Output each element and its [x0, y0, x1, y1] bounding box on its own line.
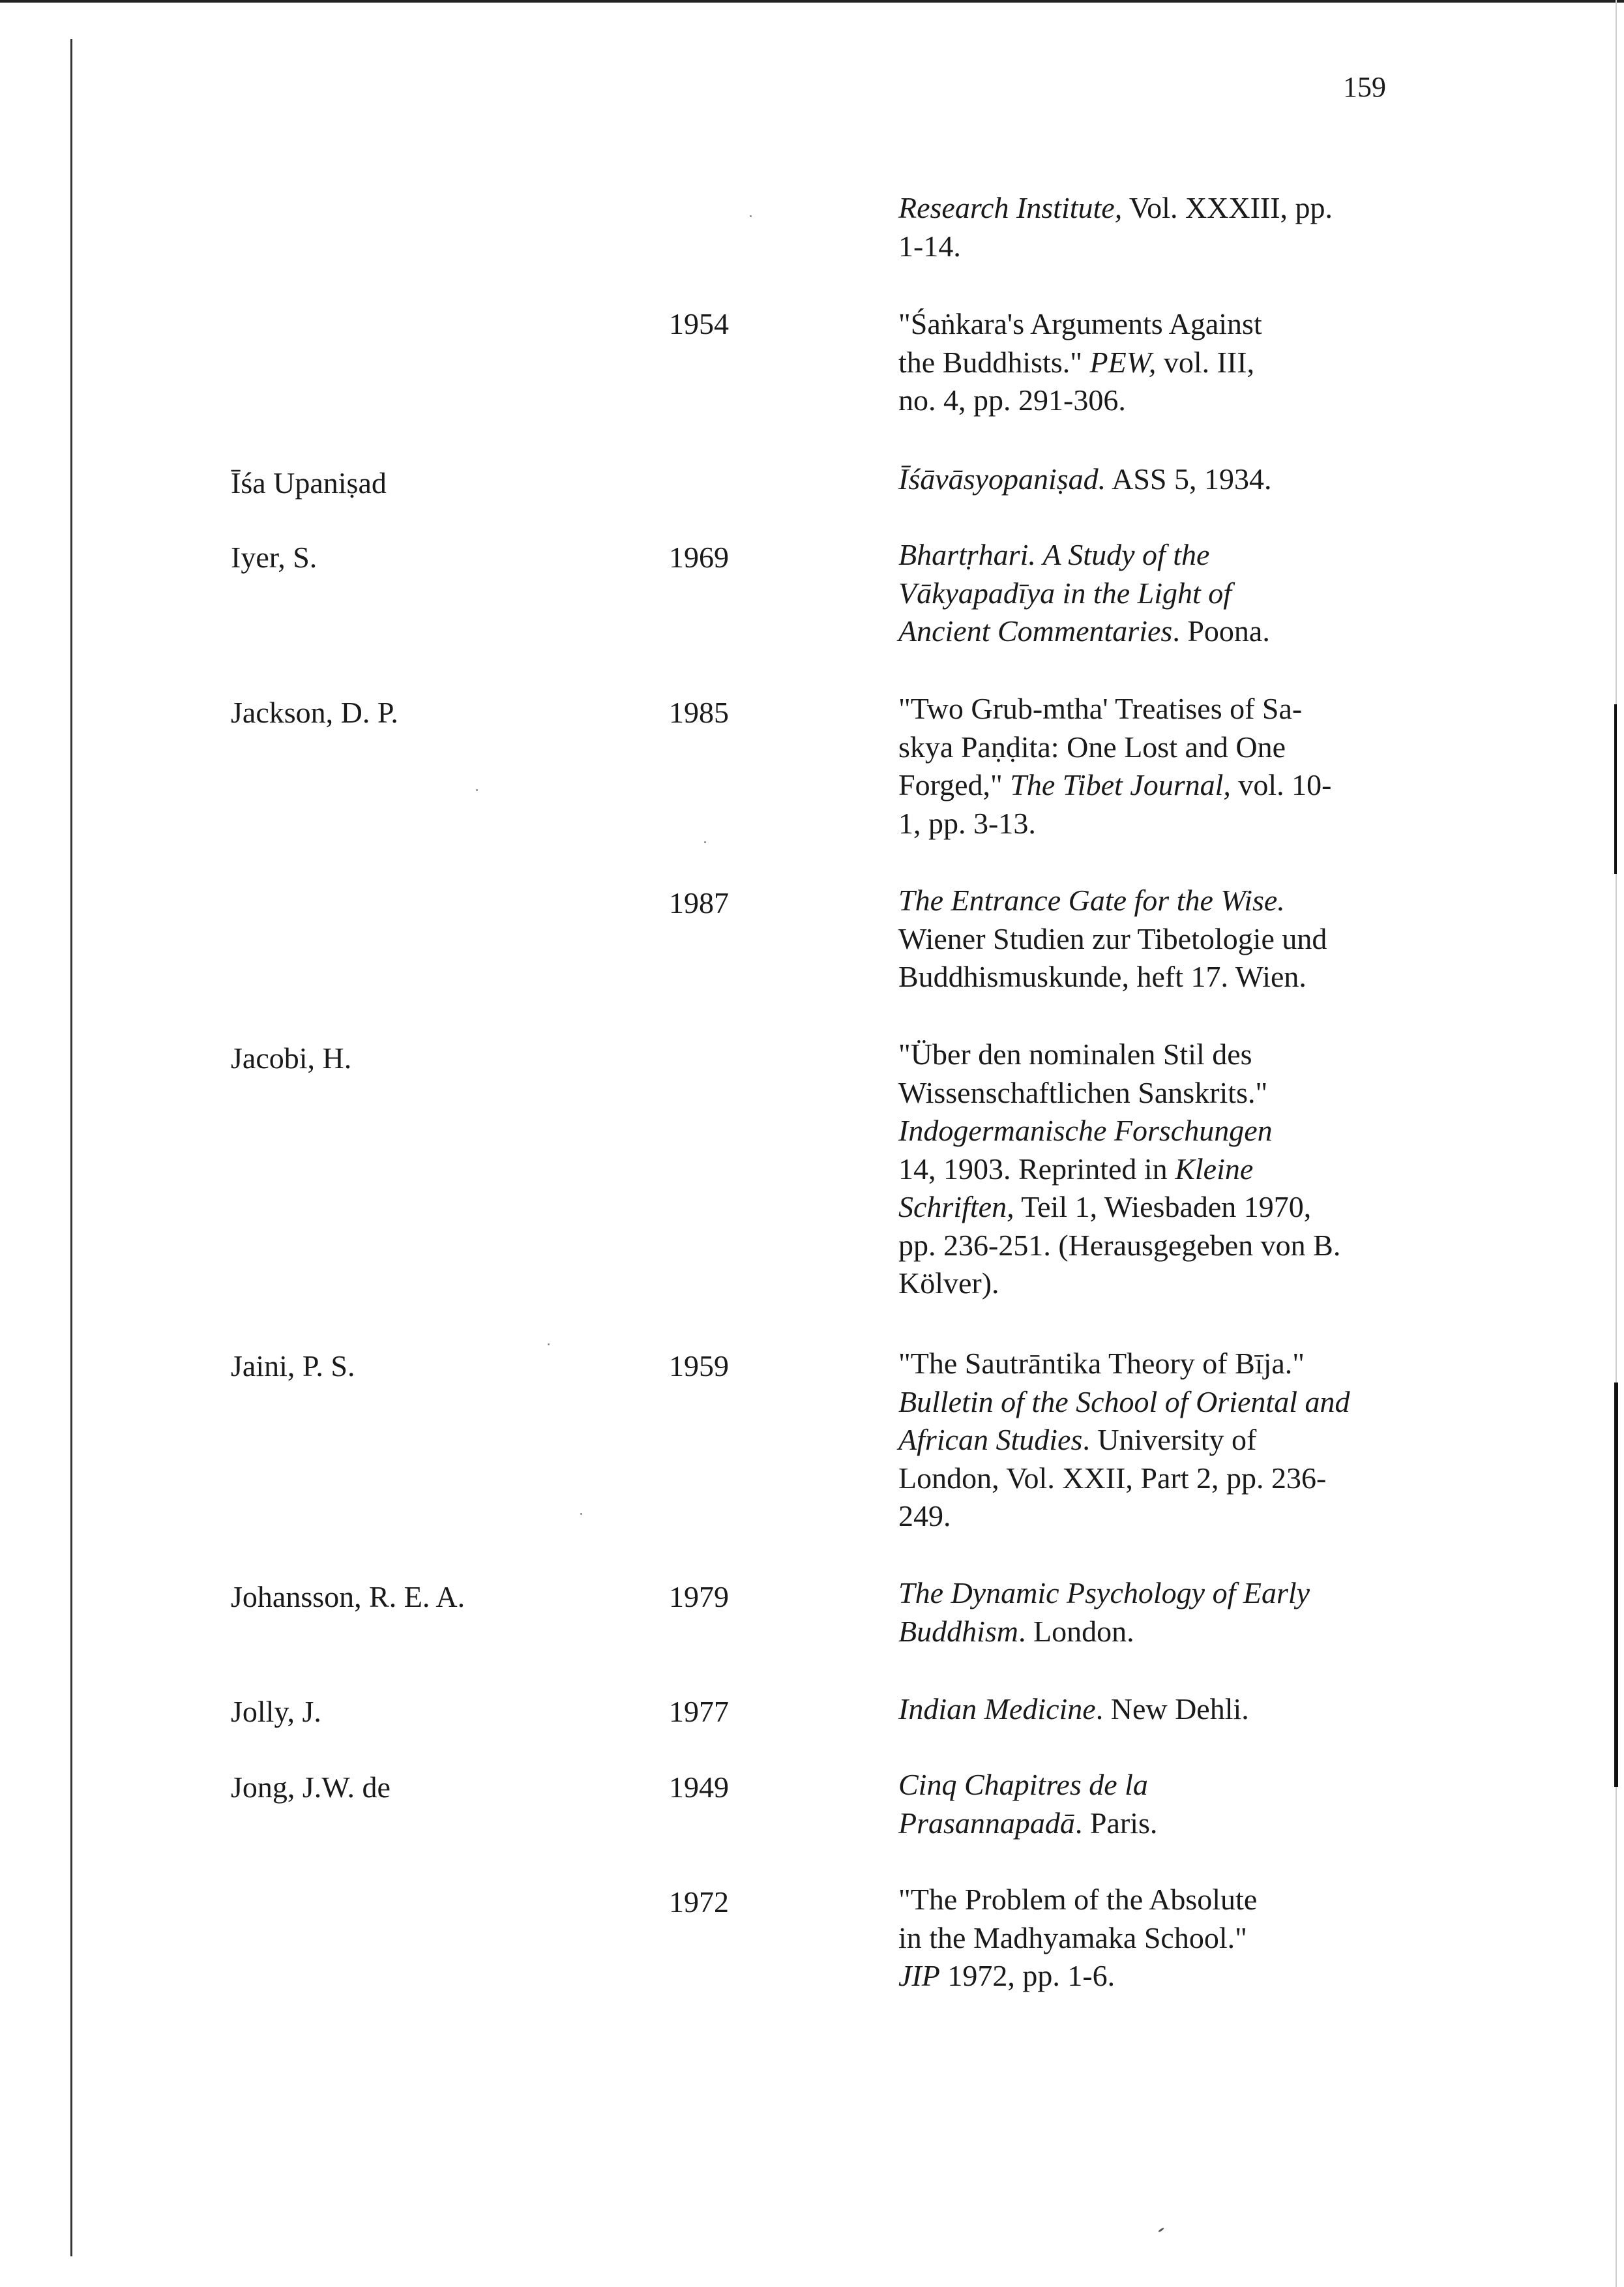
- reference-text: Wiener Studien zur Tibetologie und: [898, 921, 1327, 955]
- entry-reference: [898, 460, 1420, 499]
- reference-text: ASS 5, 1934.: [1106, 462, 1272, 496]
- entry-year: 1954: [669, 307, 729, 340]
- reference-text: the Buddhists.": [898, 345, 1090, 379]
- reference-line: [898, 1613, 1420, 1651]
- entry-year: 1985: [669, 696, 729, 729]
- reference-text: Wissenschaftlichen Sanskrits.": [898, 1075, 1268, 1109]
- reference-text: in the Madhyamaka School.": [898, 1921, 1247, 1954]
- reference-line: [898, 1036, 1420, 1074]
- reference-line: [898, 228, 1420, 266]
- reference-text: 1972, pp. 1-6.: [939, 1959, 1115, 1992]
- scan-speck: [580, 1513, 582, 1515]
- reference-italic-text: PEW,: [1089, 345, 1157, 379]
- reference-italic-text: JIP: [898, 1959, 940, 1992]
- entry-reference: [898, 1574, 1420, 1651]
- reference-text: Vol. XXXIII, pp.: [1122, 191, 1333, 224]
- entry-year: 1972: [669, 1885, 729, 1919]
- reference-line: [898, 536, 1420, 575]
- reference-italic-text: Kleine: [1175, 1152, 1254, 1186]
- reference-line: [898, 612, 1420, 651]
- reference-italic-text: Cinq Chapitres de la: [898, 1768, 1148, 1801]
- reference-text: 1, pp. 3-13.: [898, 806, 1036, 840]
- entry-reference: [898, 882, 1420, 996]
- reference-text: vol. 10-: [1230, 768, 1332, 801]
- entry-author: Jaini, P. S.: [231, 1349, 355, 1383]
- entry-reference: [898, 1345, 1420, 1536]
- reference-line: [898, 1264, 1420, 1303]
- reference-italic-text: Īśāvāsyopaniṣad.: [898, 462, 1106, 496]
- reference-italic-text: Buddhism: [898, 1614, 1018, 1648]
- entry-reference: [898, 1036, 1420, 1303]
- reference-line: [898, 1766, 1420, 1804]
- reference-line: [898, 305, 1420, 344]
- reference-line: [898, 1074, 1420, 1113]
- scan-mark: [1158, 2227, 1164, 2232]
- reference-text: . Paris.: [1074, 1806, 1158, 1840]
- reference-text: London, Vol. XXII, Part 2, pp. 236-: [898, 1461, 1327, 1495]
- reference-line: [898, 189, 1420, 228]
- reference-text: "The Sautrāntika Theory of Bīja.": [898, 1347, 1305, 1380]
- reference-text: "The Problem of the Absolute: [898, 1883, 1258, 1916]
- reference-italic-text: Bulletin of the School of Oriental and: [898, 1384, 1350, 1418]
- reference-text: Forged,": [898, 768, 1011, 801]
- reference-text: . New Dehli.: [1095, 1692, 1249, 1726]
- entry-year: 1969: [669, 541, 729, 574]
- reference-line: [898, 805, 1420, 843]
- reference-line: [898, 1957, 1420, 1996]
- entry-year: 1949: [669, 1771, 729, 1804]
- reference-line: [898, 882, 1420, 920]
- reference-line: [898, 1383, 1420, 1422]
- reference-line: [898, 1150, 1420, 1189]
- scan-speck: [548, 1343, 550, 1345]
- page-number: 159: [1343, 71, 1386, 103]
- reference-italic-text: African Studies: [898, 1423, 1083, 1456]
- reference-line: [898, 1112, 1420, 1150]
- reference-italic-text: Vākyapadīya in the Light of: [898, 576, 1232, 610]
- reference-line: [898, 1227, 1420, 1265]
- scan-speck: [476, 789, 478, 791]
- reference-line: [898, 1421, 1420, 1459]
- entry-reference: [898, 1766, 1420, 1842]
- entry-author: Īśa Upaniṣad: [231, 466, 387, 500]
- scan-border-top: [0, 0, 1624, 3]
- entry-author: Iyer, S.: [231, 541, 317, 574]
- reference-line: [898, 1188, 1420, 1227]
- entry-reference: [898, 305, 1420, 420]
- reference-text: "Śaṅkara's Arguments Against: [898, 307, 1262, 340]
- entry-author: Jackson, D. P.: [231, 696, 398, 729]
- reference-line: [898, 1804, 1420, 1843]
- reference-line: [898, 381, 1420, 420]
- reference-line: [898, 344, 1420, 382]
- entry-author: Jacobi, H.: [231, 1041, 352, 1075]
- reference-italic-text: The Tibet Journal,: [1010, 768, 1231, 801]
- reference-text: vol. III,: [1156, 345, 1255, 379]
- reference-italic-text: The Entrance Gate for the Wise.: [898, 884, 1285, 917]
- entry-reference: [898, 1881, 1420, 1996]
- reference-text: Buddhismuskunde, heft 17. Wien.: [898, 960, 1307, 993]
- page-edge-right: [1616, 0, 1617, 2287]
- reference-italic-text: Indogermanische Forschungen: [898, 1114, 1273, 1147]
- reference-text: 14, 1903. Reprinted in: [898, 1152, 1175, 1186]
- entry-year: 1979: [669, 1580, 729, 1613]
- page-edge-shadow: [1614, 1383, 1618, 1787]
- reference-italic-text: Prasannapadā: [898, 1806, 1075, 1840]
- reference-text: 249.: [898, 1499, 951, 1532]
- entry-reference: [898, 1690, 1420, 1729]
- entry-author: Jolly, J.: [231, 1695, 321, 1728]
- reference-text: 1-14.: [898, 229, 961, 263]
- reference-text: skya Paṇḍita: One Lost and One: [898, 730, 1286, 764]
- reference-line: [898, 1574, 1420, 1613]
- entry-year: 1959: [669, 1349, 729, 1383]
- entry-reference: [898, 189, 1420, 265]
- entry-author: Johansson, R. E. A.: [231, 1580, 465, 1613]
- reference-text: "Über den nominalen Stil des: [898, 1038, 1252, 1071]
- reference-text: Teil 1, Wiesbaden 1970,: [1014, 1190, 1312, 1223]
- reference-italic-text: Schriften,: [898, 1190, 1014, 1223]
- binding-edge-line: [70, 39, 72, 2256]
- entry-author: Jong, J.W. de: [231, 1771, 391, 1804]
- reference-line: [898, 728, 1420, 767]
- entry-reference: [898, 690, 1420, 843]
- entry-year: 1987: [669, 886, 729, 919]
- reference-text: . University of: [1082, 1423, 1257, 1456]
- reference-line: [898, 1881, 1420, 1919]
- reference-text: "Two Grub-mtha' Treatises of Sa-: [898, 692, 1303, 725]
- scan-speck: [704, 841, 706, 843]
- reference-line: [898, 920, 1420, 959]
- reference-italic-text: Ancient Commentaries: [898, 614, 1173, 648]
- reference-text: Kölver).: [898, 1266, 999, 1300]
- reference-line: [898, 690, 1420, 728]
- entry-year: 1977: [669, 1695, 729, 1728]
- reference-italic-text: The Dynamic Psychology of Early: [898, 1576, 1310, 1609]
- scan-speck: [750, 215, 752, 217]
- reference-line: [898, 766, 1420, 805]
- reference-line: [898, 1459, 1420, 1498]
- reference-line: [898, 575, 1420, 613]
- reference-line: [898, 1345, 1420, 1383]
- reference-italic-text: Bhartṛhari. A Study of the: [898, 538, 1210, 571]
- reference-line: [898, 958, 1420, 996]
- reference-text: pp. 236-251. (Herausgegeben von B.: [898, 1228, 1341, 1262]
- reference-text: . London.: [1018, 1614, 1134, 1648]
- reference-line: [898, 1497, 1420, 1536]
- reference-italic-text: Research Institute,: [898, 191, 1123, 224]
- reference-text: no. 4, pp. 291-306.: [898, 383, 1126, 417]
- reference-text: . Poona.: [1172, 614, 1270, 648]
- reference-italic-text: Indian Medicine: [898, 1692, 1096, 1726]
- reference-line: [898, 1919, 1420, 1958]
- reference-line: [898, 460, 1420, 499]
- page-edge-shadow: [1614, 704, 1617, 874]
- entry-reference: [898, 536, 1420, 651]
- reference-line: [898, 1690, 1420, 1729]
